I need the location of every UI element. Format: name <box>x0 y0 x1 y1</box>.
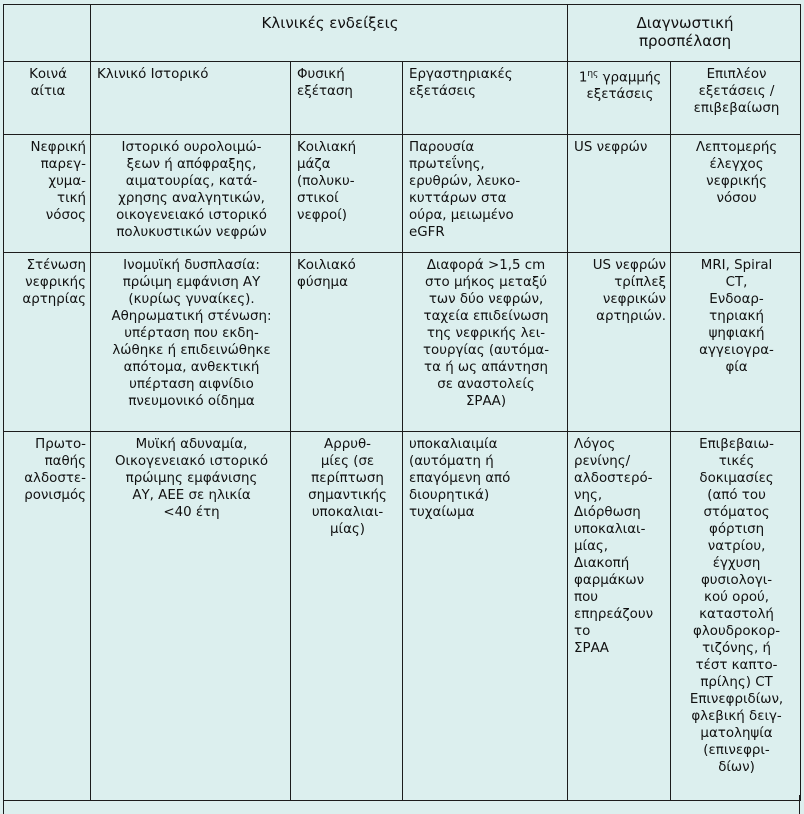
col-header-physical <box>291 62 403 135</box>
cell-text: Πρωτο- παθής αλδοστε- ρονισμός <box>24 437 86 503</box>
col-header-history-label: Κλινικό Ιστορικό <box>97 67 209 82</box>
cell-text: Επιβεβαιω- τικές δοκιμασίες (από του στόματος φόρτιση νατρίου, έγχυση φυσιολογι- κού ορού, καταστολή φλουδροκορ- τιζόνης, ή τέστ καπτο- πρίλης) CT Επινεφριδίων, φλεβική δειγ- ματοληψία (επινεφρι- δίων) <box>689 437 784 775</box>
col-header-lab <box>403 62 568 135</box>
col-header-causes <box>4 62 91 135</box>
clinical-table <box>3 4 801 801</box>
cell-text: Κοιλιακό φύσημα <box>297 258 356 290</box>
firstline-superscript: ης <box>587 69 599 79</box>
cell-text: Ινομυϊκή δυσπλασία: πρώιμη εμφάνιση ΑΥ (κυρίως γυναίκες). Αθηρωματική στένωση: υπέρταση που εκδη- λώθηκε ή επιδεινώθηκε απότομα, ανθεκτική υπέρταση αιφνίδιο πνευμονικό οίδημα <box>111 258 272 409</box>
cell-text: US νεφρών τρίπλεξ νεφρικών αρτηριών. <box>592 258 667 324</box>
cell-physical <box>291 135 403 253</box>
table-row <box>4 253 801 432</box>
col-header-additional-label: Επιπλέον εξετάσεις / επιβεβαίωση <box>693 67 780 116</box>
group-header-row <box>4 5 801 62</box>
cell-text: Στένωση νεφρικής αρτηρίας <box>22 258 86 307</box>
table-row <box>4 135 801 253</box>
cell-text: Λόγος ρενίνης/ αλδοστερό- νης, Διόρθωση υποκαλιαι- μίας, Διακοπή φαρμάκων που επηρεάζουν το ΣΡΑΑ <box>574 437 654 656</box>
cell-additional <box>671 432 801 801</box>
cell-cause <box>4 432 91 801</box>
cell-text: MRI, Spiral CT, Ενδοαρ- τηριακή ψηφιακή αγγειογρα- φία <box>699 258 774 375</box>
cell-firstline <box>568 135 671 253</box>
cell-additional <box>671 253 801 432</box>
cell-lab <box>403 432 568 801</box>
cell-history <box>91 432 291 801</box>
cell-physical <box>291 432 403 801</box>
cell-history <box>91 135 291 253</box>
cell-text: Μυϊκή αδυναμία, Οικογενειακό ιστορικό πρώιμης εμφάνισης ΑΥ, ΑΕΕ σε ηλικία <40 έτη <box>114 437 269 520</box>
cell-additional <box>671 135 801 253</box>
cell-text: Παρουσία πρωτεΐνης, ερυθρών, λευκο- κυττάρων στα ούρα, μειωμένο eGFR <box>409 140 521 240</box>
cell-text: Κοιλιακή μάζα (πολυκυ- στικοί νεφροί) <box>297 140 357 223</box>
firstline-rest: γραμμής εξετάσεις <box>586 70 662 103</box>
cell-text: US νεφρών <box>574 140 648 155</box>
diagnostic-approach-header <box>568 5 801 62</box>
cell-firstline <box>568 432 671 801</box>
clinical-indications-title: Κλινικές ενδείξεις <box>261 14 399 32</box>
col-header-causes-label: Κοινά αίτια <box>29 67 67 99</box>
cell-history <box>91 253 291 432</box>
table-footer-strip <box>3 795 800 814</box>
cell-text: Λεπτομερής έλεγχος νεφρικής νόσου <box>695 140 778 206</box>
clinical-indications-header <box>91 5 568 62</box>
col-header-additional <box>671 62 801 135</box>
cell-cause <box>4 253 91 432</box>
cell-cause <box>4 135 91 253</box>
col-header-physical-label: Φυσική εξέταση <box>297 67 353 99</box>
diagnostic-approach-title: Διαγνωστική προσπέλαση <box>636 14 734 50</box>
cell-lab <box>403 253 568 432</box>
cell-text: Διαφορά >1,5 cm στο μήκος μεταξύ των δύο νεφρών, ταχεία επιδείνωση της νεφρικής λει- τουργίας (αυτόμα- τα ή ως απάντηση σε αναστολείς ΣΡΑΑ) <box>422 258 550 409</box>
column-header-row <box>4 62 801 135</box>
table-row <box>4 432 801 801</box>
header-corner-cell <box>4 5 91 62</box>
cell-physical <box>291 253 403 432</box>
cell-lab <box>403 135 568 253</box>
cell-text: Αρρυθ- μίες (σε περίπτωση σημαντικής υποκαλιαι- μίας) <box>308 437 387 537</box>
cell-firstline <box>568 253 671 432</box>
col-header-firstline-label <box>568 62 670 106</box>
col-header-history <box>91 62 291 135</box>
firstline-number: 1 <box>578 70 588 86</box>
cell-text: Νεφρική παρεγ- χυμα- τική νόσος <box>30 140 86 223</box>
cell-text: υποκαλιαιμία (αυτόματη ή επαγόμενη από διουρητικά) τυχαίωμα <box>409 437 511 520</box>
cell-text: Ιστορικό ουρολοιμώ- ξεων ή απόφραξης, αιματουρίας, κατά- χρησης αναλγητικών, οικογενειακό ιστορικό πολυκυστικών νεφρών <box>116 140 267 240</box>
col-header-lab-label: Εργαστηριακές εξετάσεις <box>409 67 513 99</box>
col-header-firstline <box>568 62 671 135</box>
